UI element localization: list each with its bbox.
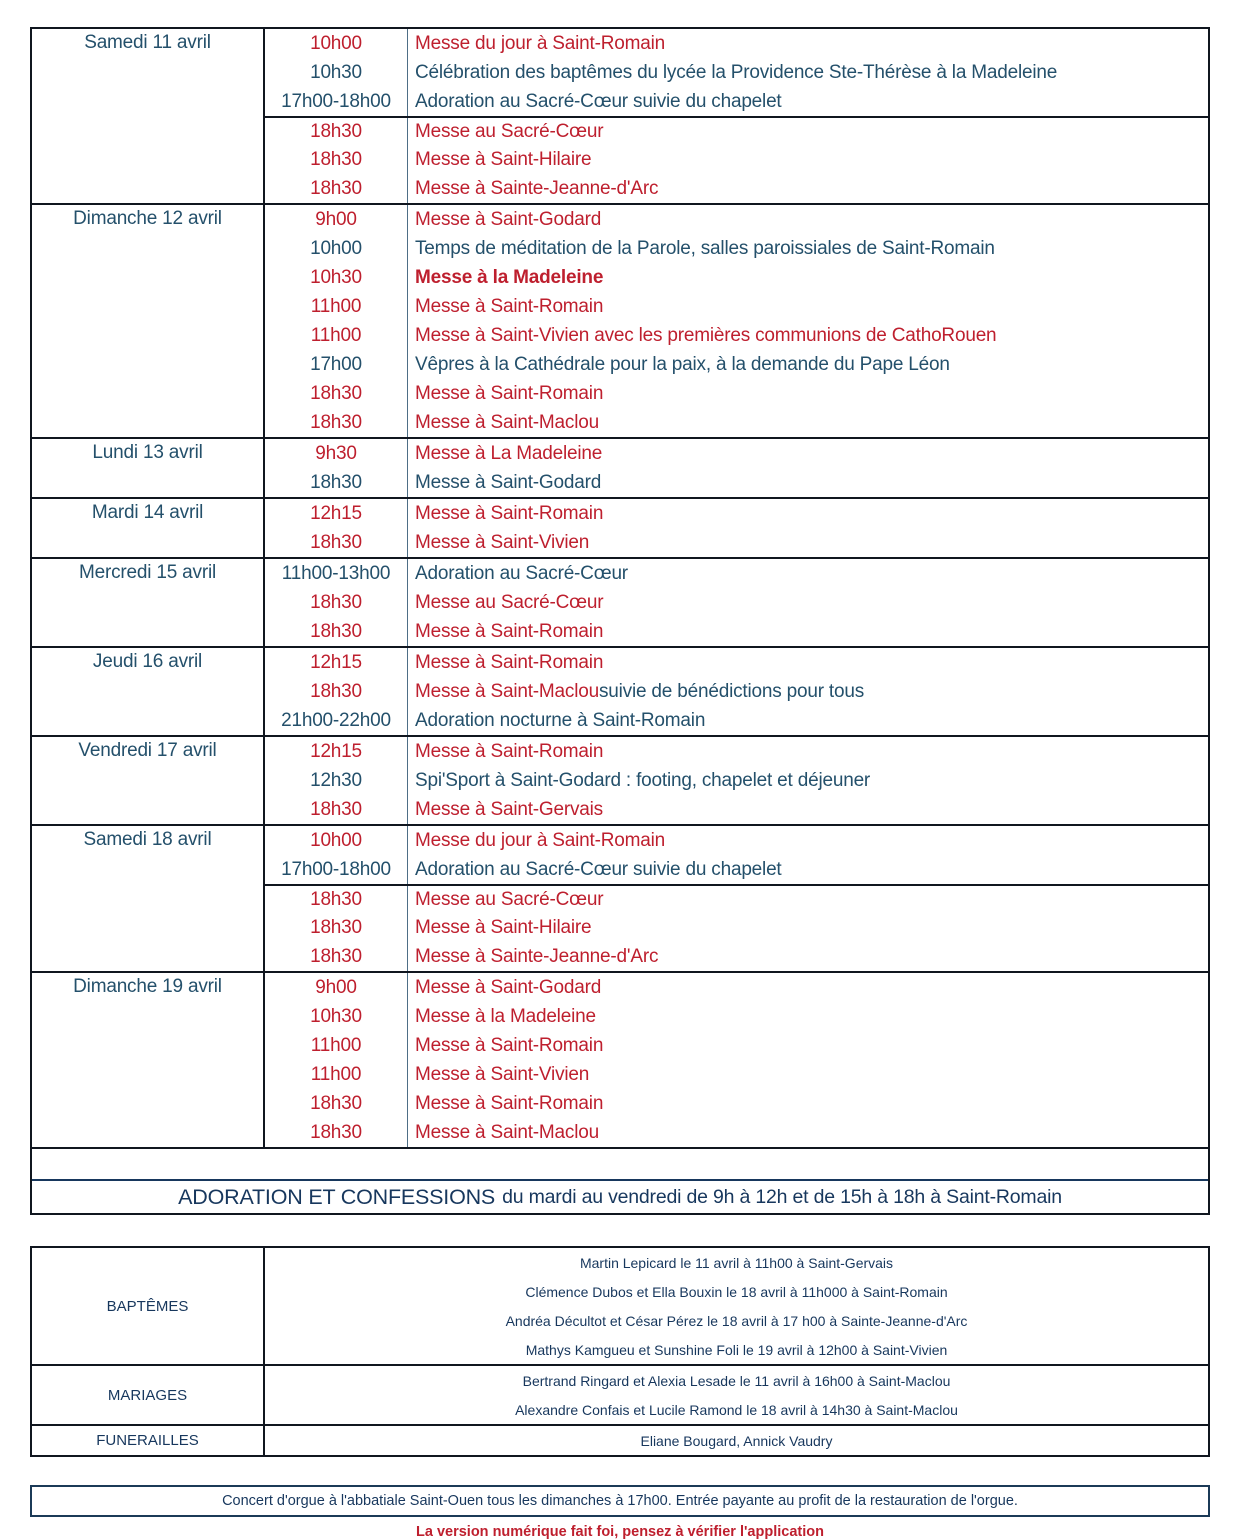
event-text: Messe à Sainte-Jeanne-d'Arc (415, 945, 659, 967)
time-cell: 12h15 (310, 740, 362, 762)
day-date: Mercredi 15 avril (32, 559, 265, 646)
registre-section (32, 1248, 1208, 1364)
time-cell: 10h00 (310, 237, 362, 259)
schedule-row (265, 116, 1208, 145)
time-cell: 9h30 (315, 442, 357, 464)
day-rows (265, 648, 1208, 735)
event-text: Messe à Saint-Romain (415, 382, 604, 404)
schedule-row (265, 795, 1208, 824)
day-date: Dimanche 19 avril (32, 973, 265, 1147)
event-cell (407, 826, 1208, 855)
registre-label: MARIAGES (32, 1366, 265, 1424)
event-cell (407, 913, 1208, 942)
time-cell: 9h00 (315, 208, 357, 230)
registres-table (30, 1246, 1210, 1457)
event-text: Messe au Sacré-Cœur (415, 888, 604, 910)
event-text: Messe à Saint-Godard (415, 976, 602, 998)
time-cell: 21h00-22h00 (281, 709, 391, 731)
time-cell: 11h00 (310, 1063, 362, 1085)
day-rows (265, 205, 1208, 437)
event-text: Messe à Saint-Romain (415, 1034, 604, 1056)
event-cell (407, 886, 1208, 913)
event-cell (407, 1118, 1208, 1147)
day-date: Lundi 13 avril (32, 439, 265, 497)
event-text: Spi'Sport à Saint-Godard : footing, chapelet et déjeuner (415, 769, 871, 791)
day-rows (265, 439, 1208, 497)
time-cell: 18h30 (310, 591, 362, 613)
schedule-row (265, 468, 1208, 497)
day-rows (265, 737, 1208, 824)
event-cell (407, 766, 1208, 795)
event-text: Messe à Saint-Romain (415, 620, 604, 642)
time-cell: 18h30 (310, 382, 362, 404)
day-date: Samedi 18 avril (32, 826, 265, 971)
time-cell: 17h00 (310, 353, 362, 375)
time-cell: 11h00 (310, 295, 362, 317)
event-text: Messe à Saint-Maclou (415, 411, 599, 433)
day-rows (265, 499, 1208, 557)
time-cell: 17h00-18h00 (281, 90, 391, 112)
registre-lines (265, 1366, 1208, 1424)
schedule-row (265, 766, 1208, 795)
day-date: Vendredi 17 avril (32, 737, 265, 824)
time-cell: 18h30 (310, 1092, 362, 1114)
event-text: Messe à Saint-Romain (415, 651, 604, 673)
event-text: Messe à Saint-Vivien (415, 531, 590, 553)
schedule-row (265, 559, 1208, 588)
registre-line: Mathys Kamgueu et Sunshine Foli le 19 avril à 12h00 à Saint-Vivien (525, 1341, 948, 1358)
schedule-row (265, 379, 1208, 408)
event-text: Adoration au Sacré-Cœur suivie du chapelet (415, 858, 782, 880)
time-cell: 12h30 (310, 769, 362, 791)
schedule-row (265, 292, 1208, 321)
schedule-row (265, 528, 1208, 557)
event-cell (407, 1031, 1208, 1060)
schedule-row (265, 1089, 1208, 1118)
event-cell (407, 1060, 1208, 1089)
schedule-row (265, 234, 1208, 263)
event-text: Messe à Sainte-Jeanne-d'Arc (415, 177, 659, 199)
banner-title: ADORATION ET CONFESSIONS (178, 1184, 496, 1209)
event-cell (407, 1089, 1208, 1118)
time-cell: 18h30 (310, 177, 362, 199)
schedule-row (265, 263, 1208, 292)
event-cell (407, 321, 1208, 350)
schedule-row (265, 826, 1208, 855)
time-cell: 11h00-13h00 (281, 562, 391, 584)
event-text: Messe du jour à Saint-Romain (415, 32, 665, 54)
registre-line: Andréa Décultot et César Pérez le 18 avril à 17 h00 à Sainte-Jeanne-d'Arc (505, 1312, 968, 1329)
time-cell: 18h30 (310, 945, 362, 967)
event-text: Messe à Saint-Hilaire (415, 148, 592, 170)
day-group (32, 29, 1208, 203)
schedule-row (265, 1118, 1208, 1147)
event-cell (407, 528, 1208, 557)
event-text: Messe à Saint-Vivien avec les premières communions de CathoRouen (415, 324, 997, 346)
day-date: Samedi 11 avril (32, 29, 265, 203)
time-cell: 10h00 (310, 32, 362, 54)
day-group (32, 971, 1208, 1147)
day-date: Dimanche 12 avril (32, 205, 265, 437)
day-group (32, 437, 1208, 497)
time-cell: 18h30 (310, 620, 362, 642)
event-cell (407, 648, 1208, 677)
event-cell (407, 677, 1208, 706)
day-rows (265, 826, 1208, 971)
day-group (32, 824, 1208, 971)
time-cell: 18h30 (310, 411, 362, 433)
schedule-row (265, 706, 1208, 735)
day-group (32, 497, 1208, 557)
concert-note (30, 1485, 1210, 1517)
event-cell (407, 292, 1208, 321)
day-rows (265, 973, 1208, 1147)
time-cell: 10h00 (310, 829, 362, 851)
event-text: Messe à Saint-Vivien (415, 1063, 590, 1085)
event-text: Messe au Sacré-Cœur (415, 591, 604, 613)
registre-line: Martin Lepicard le 11 avril à 11h00 à Saint-Gervais (579, 1254, 894, 1271)
event-text: Messe à Saint-Godard (415, 471, 602, 493)
adoration-banner (32, 1179, 1208, 1213)
schedule-row (265, 350, 1208, 379)
schedule-row (265, 855, 1208, 884)
time-cell: 9h00 (315, 976, 357, 998)
schedule-row (265, 1002, 1208, 1031)
event-text: Adoration nocturne à Saint-Romain (415, 709, 706, 731)
event-cell (407, 29, 1208, 58)
schedule-row (265, 973, 1208, 1002)
registre-line: Bertrand Ringard et Alexia Lesade le 11 avril à 16h00 à Saint-Maclou (522, 1372, 951, 1389)
event-cell (407, 559, 1208, 588)
disclaimer-note: La version numérique fait foi, pensez à vérifier l'application (416, 1524, 824, 1540)
event-text: Messe à la Madeleine (415, 1005, 596, 1027)
event-cell (407, 942, 1208, 971)
schedule-row (265, 58, 1208, 87)
schedule-row (265, 439, 1208, 468)
registre-section (32, 1424, 1208, 1455)
time-cell: 12h15 (310, 651, 362, 673)
event-cell (407, 706, 1208, 735)
event-text: Messe au Sacré-Cœur (415, 120, 604, 142)
event-cell (407, 408, 1208, 437)
day-group (32, 735, 1208, 824)
time-cell: 12h15 (310, 502, 362, 524)
event-cell (407, 499, 1208, 528)
time-cell: 18h30 (310, 888, 362, 910)
day-rows (265, 29, 1208, 203)
schedule-row (265, 884, 1208, 913)
registre-line: Clémence Dubos et Ella Bouxin le 18 avril à 11h000 à Saint-Romain (525, 1283, 948, 1300)
event-cell (407, 737, 1208, 766)
schedule-row (265, 1031, 1208, 1060)
registre-lines (265, 1426, 1208, 1455)
banner-text: du mardi au vendredi de 9h à 12h et de 15h à 18h à Saint-Romain (502, 1185, 1062, 1208)
schedule-row (265, 499, 1208, 528)
time-cell: 11h00 (310, 324, 362, 346)
event-text: Messe à la Madeleine (415, 266, 604, 288)
schedule-row (265, 87, 1208, 116)
schedule-row (265, 737, 1208, 766)
event-cell (407, 87, 1208, 116)
time-cell: 10h30 (310, 1005, 362, 1027)
day-date: Jeudi 16 avril (32, 648, 265, 735)
event-cell (407, 145, 1208, 174)
event-text: Messe à Saint-Romain (415, 295, 604, 317)
event-cell (407, 588, 1208, 617)
event-cell (407, 855, 1208, 884)
event-text: Messe à Saint-Maclou (415, 1121, 599, 1143)
time-cell: 10h30 (310, 61, 362, 83)
time-cell: 18h30 (310, 1121, 362, 1143)
time-cell: 18h30 (310, 148, 362, 170)
schedule-row (265, 677, 1208, 706)
time-cell: 11h00 (310, 1034, 362, 1056)
event-cell (407, 174, 1208, 203)
time-cell: 10h30 (310, 266, 362, 288)
day-date: Mardi 14 avril (32, 499, 265, 557)
registre-section (32, 1364, 1208, 1424)
registre-label: FUNERAILLES (32, 1426, 265, 1455)
event-cell (407, 205, 1208, 234)
event-text: suivie de bénédictions pour tous (598, 680, 865, 702)
event-text: Messe à Saint-Romain (415, 1092, 604, 1114)
event-text: Messe du jour à Saint-Romain (415, 829, 665, 851)
time-cell: 18h30 (310, 471, 362, 493)
registre-lines (265, 1248, 1208, 1364)
event-text: Messe à Saint-Gervais (415, 798, 603, 820)
schedule-row (265, 942, 1208, 971)
event-cell (407, 1002, 1208, 1031)
time-cell: 18h30 (310, 531, 362, 553)
event-cell (407, 973, 1208, 1002)
event-text: Messe à Saint-Godard (415, 208, 602, 230)
schedule-row (265, 174, 1208, 203)
schedule-row (265, 1060, 1208, 1089)
registre-line: Eliane Bougard, Annick Vaudry (640, 1432, 833, 1449)
schedule-row (265, 145, 1208, 174)
schedule-row (265, 588, 1208, 617)
time-cell: 18h30 (310, 798, 362, 820)
event-cell (407, 379, 1208, 408)
event-text: Messe à Saint-Hilaire (415, 916, 592, 938)
event-text: Messe à La Madeleine (415, 442, 603, 464)
schedule-row (265, 205, 1208, 234)
spacer-row (32, 1147, 1208, 1179)
day-group (32, 203, 1208, 437)
event-text: Temps de méditation de la Parole, salles paroissiales de Saint-Romain (415, 237, 995, 259)
schedule-row (265, 29, 1208, 58)
event-cell (407, 795, 1208, 824)
schedule-row (265, 617, 1208, 646)
day-rows (265, 559, 1208, 646)
event-cell (407, 617, 1208, 646)
event-text: Adoration au Sacré-Cœur (415, 562, 628, 584)
event-cell (407, 58, 1208, 87)
schedule-row (265, 648, 1208, 677)
event-text: Célébration des baptêmes du lycée la Providence Ste-Thérèse à la Madeleine (415, 61, 1058, 83)
event-cell (407, 263, 1208, 292)
event-cell (407, 468, 1208, 497)
day-group (32, 557, 1208, 646)
event-text: Messe à Saint-Romain (415, 740, 604, 762)
schedule-row (265, 408, 1208, 437)
registre-label: BAPTÊMES (32, 1248, 265, 1364)
day-group (32, 646, 1208, 735)
time-cell: 18h30 (310, 680, 362, 702)
registre-line: Alexandre Confais et Lucile Ramond le 18 avril à 14h30 à Saint-Maclou (515, 1401, 958, 1418)
event-text: Vêpres à la Cathédrale pour la paix, à la demande du Pape Léon (415, 353, 950, 375)
event-text: Messe à Saint-Maclou (415, 680, 599, 702)
event-text: Adoration au Sacré-Cœur suivie du chapelet (415, 90, 782, 112)
event-text: Messe à Saint-Romain (415, 502, 604, 524)
event-cell (407, 350, 1208, 379)
schedule-row (265, 321, 1208, 350)
schedule-row (265, 913, 1208, 942)
time-cell: 18h30 (310, 916, 362, 938)
event-cell (407, 439, 1208, 468)
schedule-table (30, 27, 1210, 1215)
event-cell (407, 118, 1208, 145)
concert-note-text: Concert d'orgue à l'abbatiale Saint-Ouen tous les dimanches à 17h00. Entrée payante au profit de la restauration de l'orgue. (222, 1493, 1018, 1509)
time-cell: 18h30 (310, 120, 362, 142)
event-cell (407, 234, 1208, 263)
time-cell: 17h00-18h00 (281, 858, 391, 880)
